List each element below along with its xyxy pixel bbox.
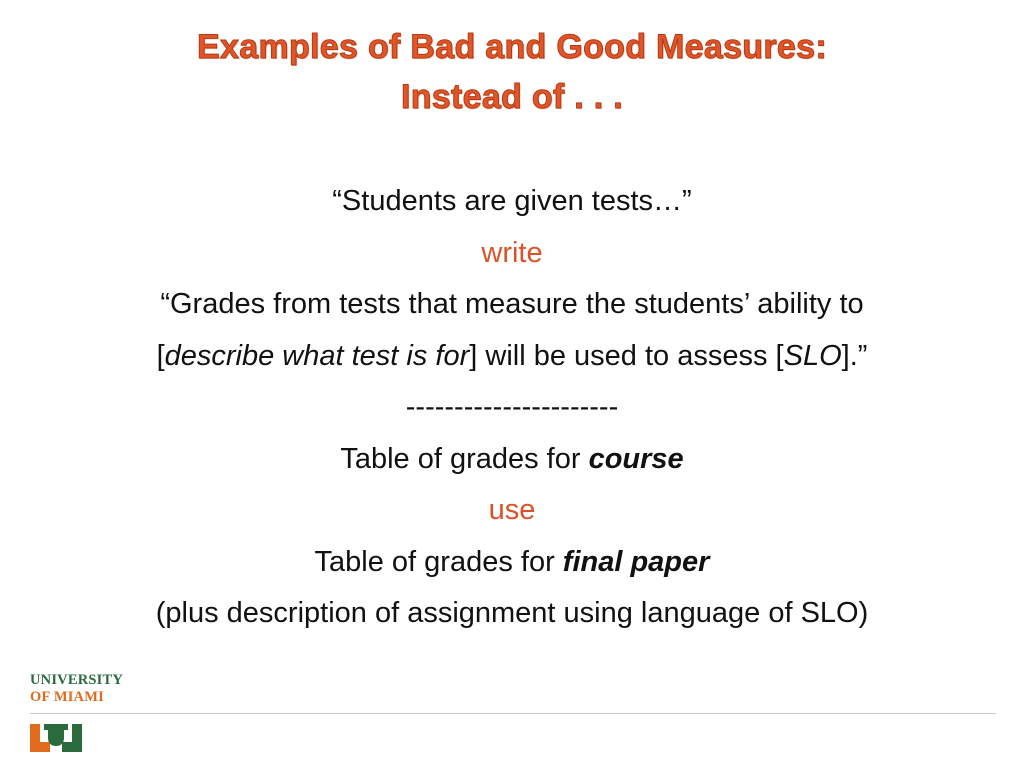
slide-body xyxy=(0,176,1024,640)
title-line-2: Instead of . . . xyxy=(400,78,624,116)
university-logo-wordmark xyxy=(30,672,123,706)
logo-of-miami-text: OF MIAMI xyxy=(30,689,104,705)
use-connector: use xyxy=(488,494,536,526)
paper-grades-text: Table of grades for xyxy=(314,545,563,578)
open-bracket: [ xyxy=(156,339,165,372)
good-example-line-1: “Grades from tests that measure the students’ ability to xyxy=(160,288,864,320)
divider: ---------------------- xyxy=(405,391,619,423)
footer-divider xyxy=(30,713,996,714)
course-grades-line xyxy=(0,434,1024,486)
test-purpose-placeholder: describe what test is for xyxy=(164,339,470,372)
logo-university-text: UNIVERSITY xyxy=(30,672,124,688)
assess-text: ] will be used to assess [ xyxy=(469,339,784,372)
course-grades-text: Table of grades for xyxy=(340,442,589,475)
closing-text: ].” xyxy=(841,339,868,372)
university-of-miami-u-logo-icon xyxy=(30,724,82,757)
paper-emphasis: final paper xyxy=(562,545,710,578)
bad-example-quote: “Students are given tests…” xyxy=(332,185,692,217)
slo-placeholder: SLO xyxy=(783,339,842,372)
assignment-description: (plus description of assignment using language of SLO) xyxy=(155,597,869,629)
course-emphasis: course xyxy=(588,442,684,475)
good-example-line-2 xyxy=(0,331,1024,383)
write-connector: write xyxy=(481,236,543,269)
title-line-1: Examples of Bad and Good Measures: xyxy=(197,28,827,66)
paper-grades-line xyxy=(0,537,1024,589)
slide-title xyxy=(0,22,1024,122)
